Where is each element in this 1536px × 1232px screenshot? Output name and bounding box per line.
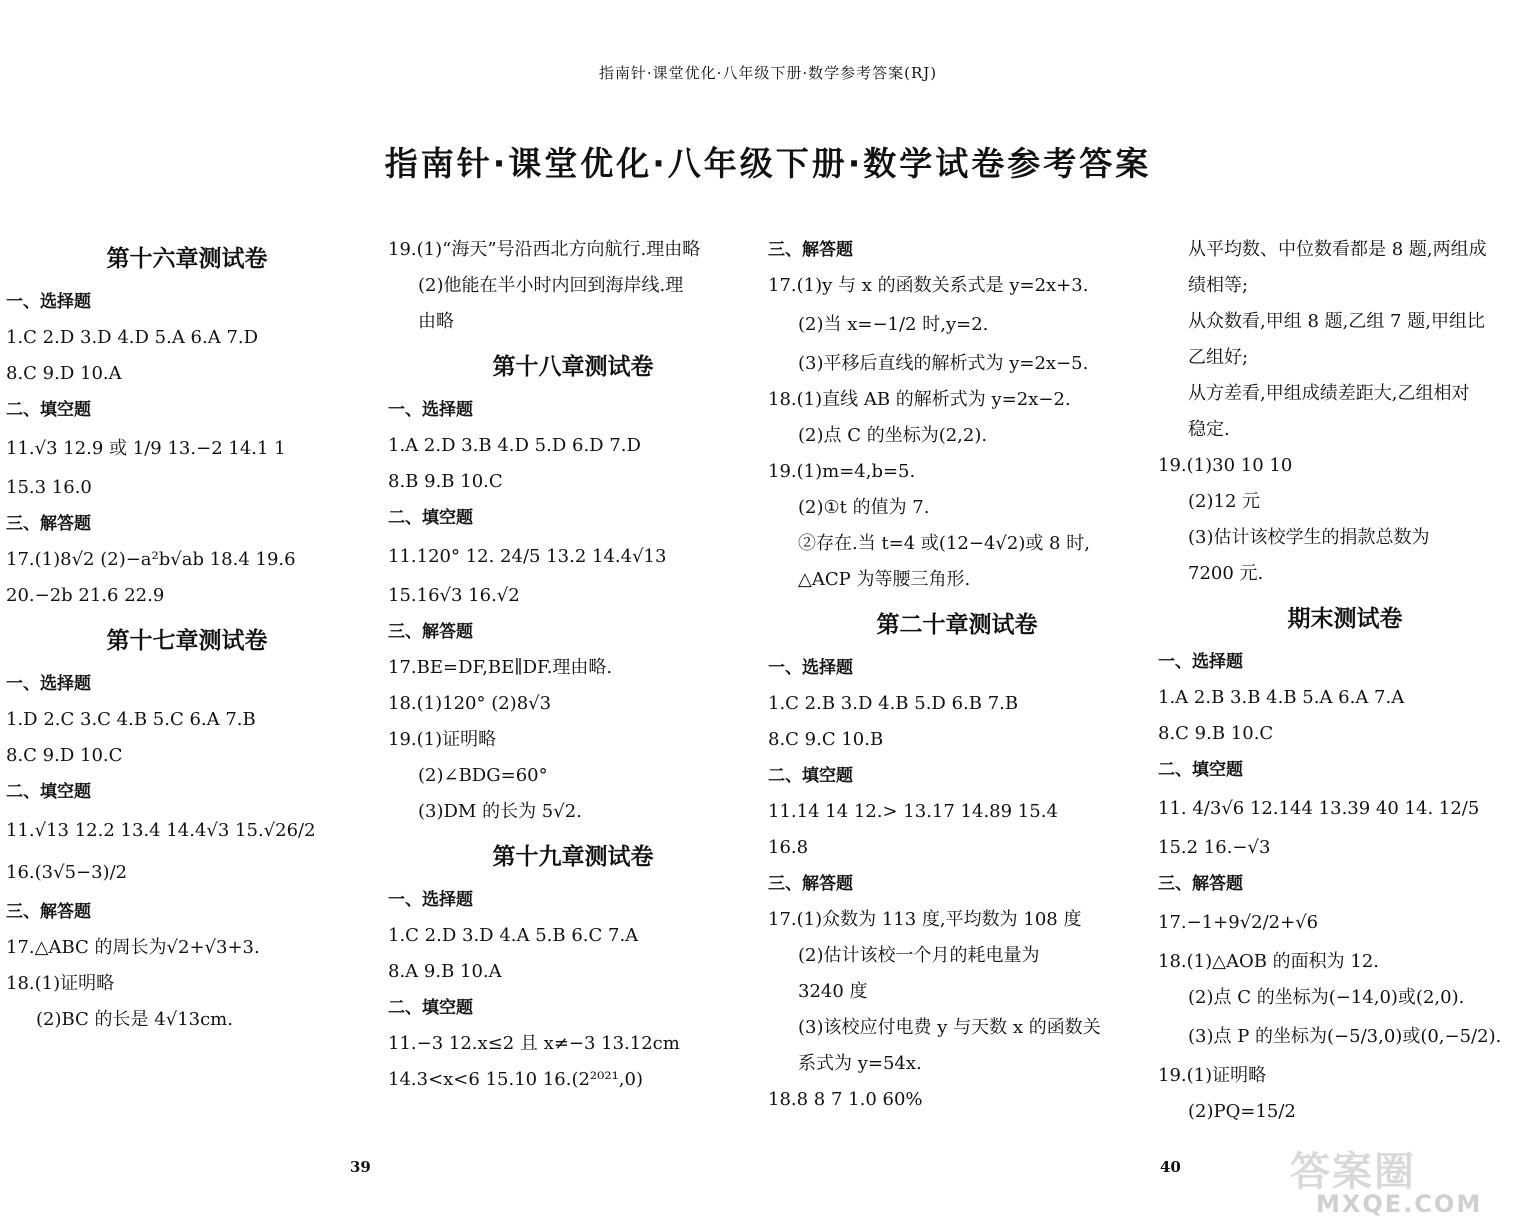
page-number-left: 39 [350, 1158, 371, 1176]
answer-line: 18.(1)△AOB 的面积为 12. [1158, 951, 1380, 972]
chapter-title: 第十九章测试卷 [492, 844, 654, 870]
answer-line: 11.√3 12.9 或 1/9 13.−2 14.1 1 [6, 438, 286, 459]
chapter-title: 第十七章测试卷 [106, 628, 268, 654]
chapter-title: 第十八章测试卷 [492, 354, 654, 380]
answer-line: 17.(1)众数为 113 度,平均数为 108 度 [768, 909, 1082, 930]
answer-line: 16.(3√5−3)/2 [6, 862, 128, 883]
watermark-text: 答案圈 [1290, 1149, 1416, 1195]
answer-line: 19.(1)“海天”号沿西北方向航行.理由略 [388, 239, 701, 260]
answer-line: 8.C 9.D 10.A [6, 363, 122, 384]
watermark-logo [1290, 1140, 1526, 1224]
answer-line: 1.D 2.C 3.C 4.B 5.C 6.A 7.B [6, 709, 256, 730]
answer-line: 20.−2b 21.6 22.9 [6, 585, 165, 606]
section-heading: 三、解答题 [388, 622, 473, 642]
answer-line: 17.△ABC 的周长为√2+√3+3. [6, 937, 260, 958]
page-number-right: 40 [1160, 1158, 1181, 1176]
section-heading: 二、填空题 [1158, 760, 1243, 780]
section-heading: 三、解答题 [6, 902, 91, 922]
answer-line: 1.C 2.D 3.D 4.A 5.B 6.C 7.A [388, 925, 639, 946]
answer-line: (2)他能在半小时内回到海岸线.理 [418, 275, 684, 296]
answer-line: ②存在.当 t=4 或(12−4√2)或 8 时, [798, 533, 1090, 554]
answer-line: 19.(1)m=4,b=5. [768, 461, 916, 482]
column-4 [1158, 232, 1532, 1130]
answer-line: 11.14 14 12.> 13.17 14.89 15.4 [768, 801, 1058, 822]
answer-line: 18.8 8 7 1.0 60% [768, 1089, 923, 1110]
answer-line: 19.(1)证明略 [1158, 1065, 1267, 1086]
section-heading: 一、选择题 [6, 674, 91, 694]
answer-line: (2)当 x=−1/2 时,y=2. [798, 314, 989, 335]
answer-line: 18.(1)证明略 [6, 973, 115, 994]
answer-line: 8.C 9.B 10.C [1158, 723, 1274, 744]
answer-line: 1.A 2.D 3.B 4.D 5.D 6.D 7.D [388, 435, 641, 456]
answer-line: 15.2 16.−√3 [1158, 837, 1271, 858]
answer-line: (2)12 元 [1188, 491, 1261, 512]
answer-line: 由略 [418, 311, 454, 332]
section-heading: 一、选择题 [388, 890, 473, 910]
answer-line: 17.(1)y 与 x 的函数关系式是 y=2x+3. [768, 275, 1089, 296]
answer-line: △ACP 为等腰三角形. [798, 569, 971, 590]
answer-line: (2)∠BDG=60° [418, 765, 548, 786]
answer-line: (3)估计该校学生的捐款总数为 [1188, 527, 1430, 548]
answer-line: (2)BC 的长是 4√13cm. [36, 1009, 233, 1030]
answer-line: 17.BE=DF,BE∥DF.理由略. [388, 657, 613, 678]
watermark-url: MXQE.COM [1316, 1190, 1483, 1218]
answer-line: 8.C 9.C 10.B [768, 729, 884, 750]
section-heading: 三、解答题 [1158, 874, 1243, 894]
section-heading: 二、填空题 [6, 782, 91, 802]
answer-line: (2)估计该校一个月的耗电量为 [798, 945, 1040, 966]
answer-line: (3)该校应付电费 y 与天数 x 的函数关 [798, 1017, 1101, 1038]
answer-line: 19.(1)30 10 10 [1158, 455, 1293, 476]
column-3 [768, 232, 1146, 1118]
answer-line: (3)点 P 的坐标为(−5/3,0)或(0,−5/2). [1188, 1026, 1502, 1047]
answer-line: 1.C 2.D 3.D 4.D 5.A 6.A 7.D [6, 327, 259, 348]
answer-line: 从众数看,甲组 8 题,乙组 7 题,甲组比 [1188, 311, 1485, 332]
chapter-title: 第二十章测试卷 [876, 612, 1038, 638]
section-heading: 三、解答题 [768, 874, 853, 894]
section-heading: 二、填空题 [388, 508, 473, 528]
column-2 [388, 232, 758, 1098]
answer-line: 15.16√3 16.√2 [388, 585, 520, 606]
answer-line: 绩相等; [1188, 275, 1249, 296]
answer-line: 7200 元. [1188, 563, 1264, 584]
answer-line: 从方差看,甲组成绩差距大,乙组相对 [1188, 383, 1470, 404]
answer-line: 14.3<x<6 15.10 16.(2²⁰²¹,0) [388, 1069, 643, 1090]
answer-line: 1.A 2.B 3.B 4.B 5.A 6.A 7.A [1158, 687, 1405, 708]
page-title: 指南针·课堂优化·八年级下册·数学试卷参考答案 [384, 144, 1152, 183]
answer-line: 11.√13 12.2 13.4 14.4√3 15.√26/2 [6, 820, 316, 841]
answer-line: 11.120° 12. 24/5 13.2 14.4√13 [388, 546, 667, 567]
answer-line: (2)点 C 的坐标为(2,2). [798, 425, 988, 446]
section-heading: 三、解答题 [768, 240, 853, 260]
answer-line: 8.C 9.D 10.C [6, 745, 123, 766]
answer-line: 8.A 9.B 10.A [388, 961, 502, 982]
answer-line: 17.−1+9√2/2+√6 [1158, 912, 1319, 933]
answer-line: 18.(1)直线 AB 的解析式为 y=2x−2. [768, 389, 1071, 410]
section-heading: 二、填空题 [768, 766, 853, 786]
answer-line: 8.B 9.B 10.C [388, 471, 503, 492]
answer-line: 11. 4/3√6 12.144 13.39 40 14. 12/5 [1158, 798, 1480, 819]
section-heading: 三、解答题 [6, 514, 91, 534]
answer-line: 乙组好; [1188, 347, 1249, 368]
section-heading: 一、选择题 [1158, 652, 1243, 672]
column-1 [6, 232, 368, 1038]
answer-line: 17.(1)8√2 (2)−a²b√ab 18.4 19.6 [6, 549, 296, 570]
answer-line: (3)DM 的长为 5√2. [418, 801, 582, 822]
answer-line: 从平均数、中位数看都是 8 题,两组成 [1188, 239, 1487, 260]
answer-line: 11.−3 12.x≤2 且 x≠−3 13.12cm [388, 1033, 680, 1054]
answer-line: 3240 度 [798, 981, 868, 1002]
answer-line: (2)①t 的值为 7. [798, 497, 930, 518]
section-heading: 一、选择题 [6, 292, 91, 312]
answer-line: 19.(1)证明略 [388, 729, 497, 750]
answer-line: 系式为 y=54x. [798, 1053, 922, 1074]
chapter-title: 第十六章测试卷 [106, 246, 268, 272]
section-heading: 二、填空题 [388, 998, 473, 1018]
answer-line: (3)平移后直线的解析式为 y=2x−5. [798, 353, 1089, 374]
answer-line: 18.(1)120° (2)8√3 [388, 693, 552, 714]
answer-line: (2)点 C 的坐标为(−14,0)或(2,0). [1188, 987, 1465, 1008]
section-heading: 一、选择题 [388, 400, 473, 420]
chapter-title: 期末测试卷 [1287, 606, 1403, 632]
answer-line: 稳定. [1188, 419, 1230, 440]
answer-line: (2)PQ=15/2 [1188, 1101, 1296, 1122]
running-header: 指南针·课堂优化·八年级下册·数学参考答案(RJ) [598, 64, 938, 82]
answer-line: 16.8 [768, 837, 809, 858]
section-heading: 一、选择题 [768, 658, 853, 678]
answer-line: 15.3 16.0 [6, 477, 92, 498]
section-heading: 二、填空题 [6, 400, 91, 420]
answer-line: 1.C 2.B 3.D 4.B 5.D 6.B 7.B [768, 693, 1019, 714]
